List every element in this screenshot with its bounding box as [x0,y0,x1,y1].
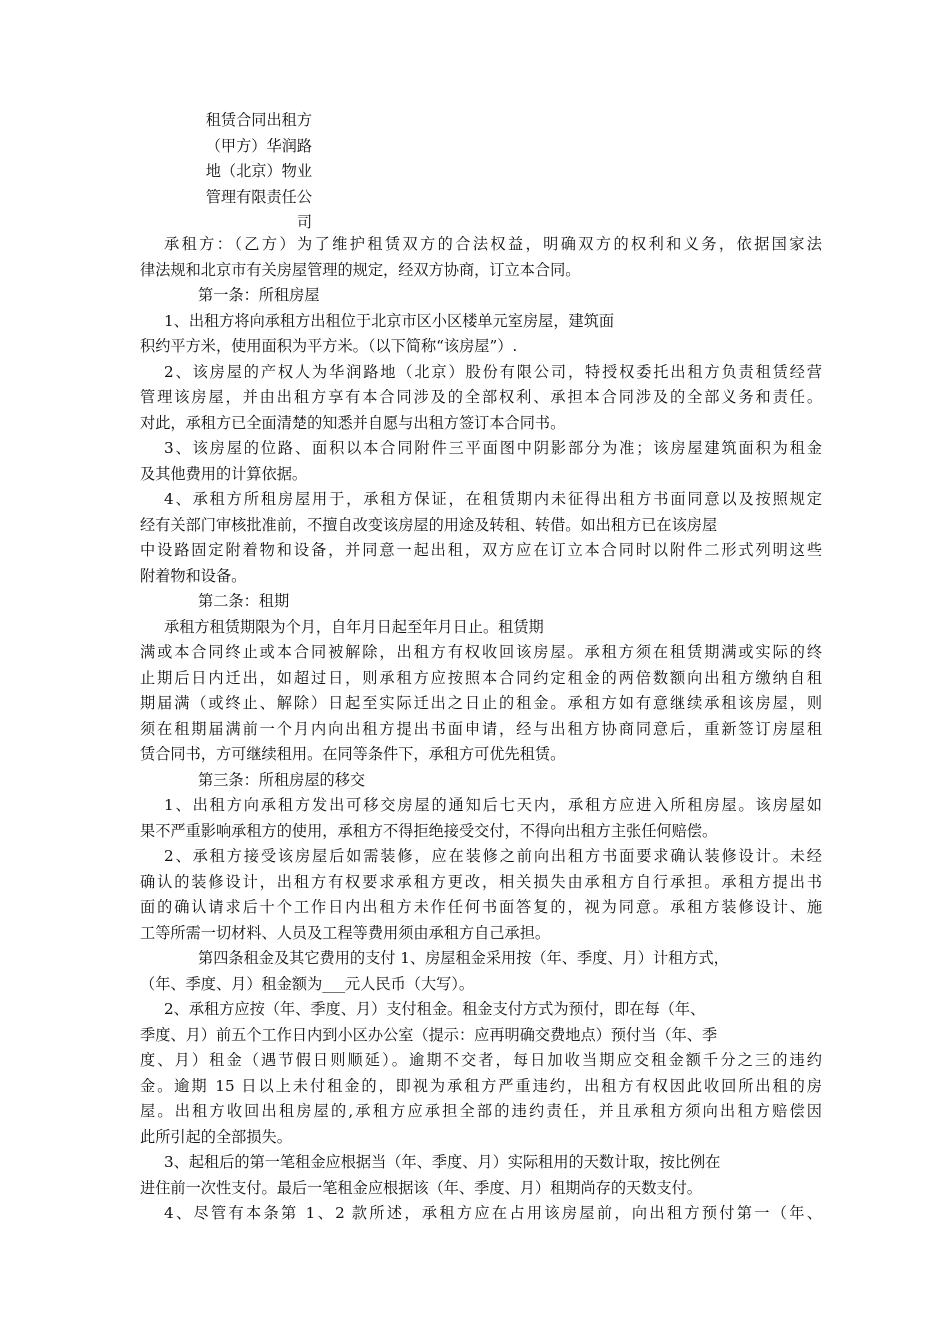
body-line: 季度、月）前五个工作日内到小区办公室（提示：应再明确交费地点）预付当（年、季 [140,1025,718,1044]
body-line: 承租方租赁期限为个月，自年月日起至年月日止。租赁期 [164,617,544,636]
body-line: 承租方：（乙方）为了维护租赁双方的合法权益，明确双方的权利和义务，依据国家法 [164,235,822,253]
body-line: 此所引起的全部损失。 [140,1127,292,1146]
body-line: 管理该房屋，并由出租方享有本合同涉及的全部权利、承担本合同涉及的全部义务和责任。 [140,388,822,406]
body-line: （年、季度、月）租金额为___元人民币（大写）。 [140,974,475,993]
section-heading: 第四条租金及其它费用的支付 1、房屋租金采用按（年、季度、月）计租方式， [198,949,729,967]
body-line: 4、承租方所租房屋用于，承租方保证，在租赁期内未征得出租方书面同意以及按照规定 [164,490,822,508]
body-line: 3、起租后的第一笔租金应根据当（年、季度、月）实际租用的天数计取，按比例在 [164,1153,721,1171]
body-line: 2、承租方接受该房屋后如需装修，应在装修之前向出租方书面要求确认装修设计。未经 [164,847,822,865]
body-line: 1、出租方将向承租方出租位于北京市区小区楼单元室房屋，建筑面 [164,311,615,330]
contract-title-block [180,108,312,236]
body-line: 对此，承租方已全面清楚的知悉并自愿与出租方签订本合同书。 [140,413,566,432]
body-line: 屋。出租方收回出租房屋的,承租方应承担全部的违约责任，并且承租方须向出租方赔偿因 [140,1102,822,1120]
title-line: 司 [296,213,312,231]
body-line: 确认的装修设计，出租方有权要求承租方更改，相关损失由承租方自行承担。承租方提出书 [140,872,822,891]
body-line: 度、月）租金（遇节假日则顺延）。逾期不交者，每日加收当期应交租金额千分之三的违约 [140,1051,822,1069]
body-line: 1、出租方向承租方发出可移交房屋的通知后七天内，承租方应进入所租房屋。该房屋如 [164,796,822,814]
body-line: 中设路固定附着物和设备，并同意一起出租，双方应在订立本合同时以附件二形式列明这些 [140,541,822,559]
body-line: 果不严重影响承租方的使用，承租方不得拒绝接受交付，不得向出租方主张任何赔偿。 [140,821,718,840]
body-line: 进住前一次性支付。最后一笔租金应根据该（年、季度、月）租期尚存的天数支付。 [140,1178,702,1197]
section-heading: 第三条：所租房屋的移交 [198,770,366,789]
body-line: 2、承租方应按（年、季度、月）支付租金。租金支付方式为预付，即在每（年、 [164,1000,706,1018]
body-line: 须在租期届满前一个月内向出租方提出书面申请，经与出租方协商同意后，重新签订房屋租 [140,719,822,738]
body-line: 工等所需一切材料、人员及工程等费用须由承租方自己承担。 [140,923,551,942]
body-line: 满或本合同终止或本合同被解除，出租方有权收回该房屋。承租方须在租赁期满或实际的终 [140,643,822,661]
body-line: 面的确认请求后十个工作日内出租方未作任何书面答复的，视为同意。承租方装修设计、施 [140,898,822,916]
body-line: 律法规和北京市有关房屋管理的规定，经双方协商，订立本合同。 [140,260,581,279]
body-line: 经有关部门审核批准前，不擅自改变该房屋的用途及转租、转借。如出租方已在该房屋 [140,515,718,534]
section-heading: 第一条：所租房屋 [198,286,320,304]
body-line: 2、该房屋的产权人为华润路地（北京）股份有限公司，特授权委托出租方负责租赁经营 [164,362,822,381]
title-line: 管理有限责任公 [205,187,312,206]
contract-body [140,232,822,1227]
title-line: （甲方）华润路 [205,136,312,155]
body-line: 3、该房屋的位路、面积以本合同附件三平面图中阴影部分为准；该房屋建筑面积为租金 [164,439,822,457]
body-line: 止期后日内迁出，如超过日，则承租方应按照本合同约定租金的两倍数额向出租方缴纳自租 [140,668,822,687]
title-line: 租赁合同出租方 [205,111,312,129]
body-line: 期届满（或终止、解除）日起至实际迁出之日止的租金。承租方如有意继续承租该房屋，则 [140,694,822,712]
title-line: 地（北京）物业 [205,162,312,180]
body-line: 赁合同书，方可继续租用。在同等条件下，承租方可优先租赁。 [140,745,566,763]
body-line: 金。逾期 15 日以上未付租金的，即视为承租方严重违约，出租方有权因此收回所出租的房 [140,1076,822,1095]
body-line: 附着物和设备。 [140,566,247,585]
body-line: 及其他费用的计算依据。 [140,464,308,483]
section-heading: 第二条：租期 [198,592,290,610]
body-line: 积约平方米，使用面积为平方米。（以下简称“该房屋”）. [140,337,518,355]
body-line: 4、尽管有本条第 1、2 款所述，承租方应在占用该房屋前，向出租方预付第一（年、 [164,1204,822,1222]
